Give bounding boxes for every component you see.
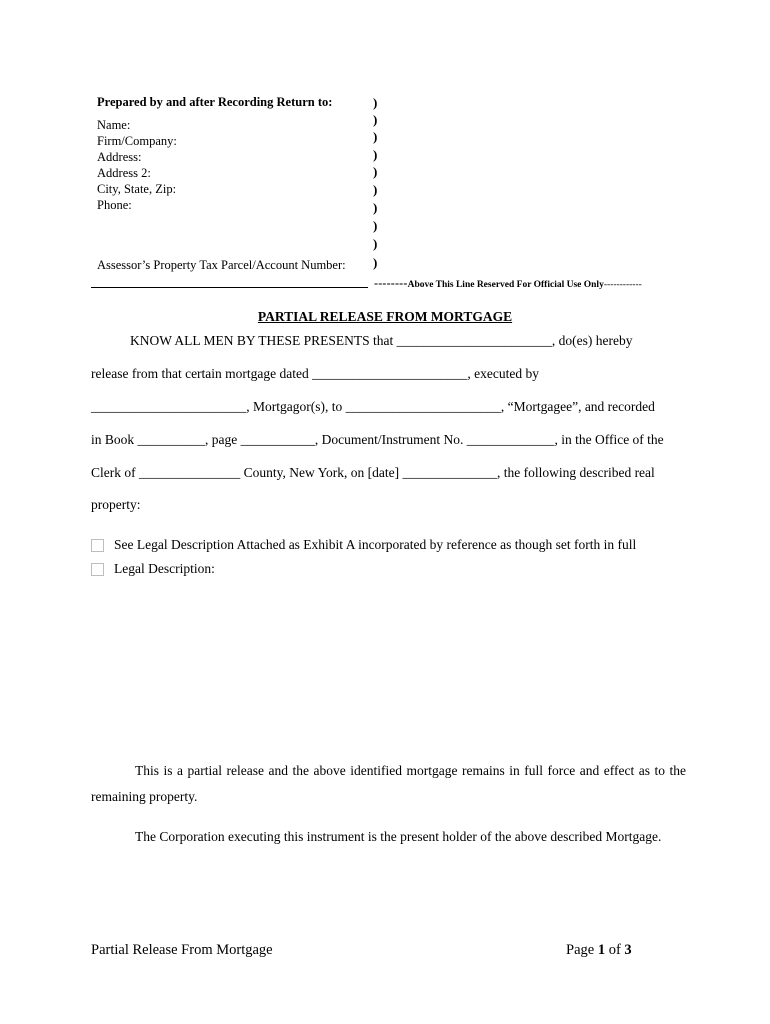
body-line: _______________________, Mortgagor(s), to _______________________, “Mortgagee”, and recorded xyxy=(91,399,655,414)
paren-mark: ) xyxy=(373,95,378,110)
exhibit-a-checkbox[interactable] xyxy=(91,539,104,552)
phone-field-label: Phone: xyxy=(97,198,132,212)
prepared-by-title: Prepared by and after Recording Return to: xyxy=(97,95,333,109)
footer-document-title: Partial Release From Mortgage xyxy=(91,942,273,958)
paren-mark: ) xyxy=(373,182,378,197)
firm-field-label: Firm/Company: xyxy=(97,134,177,148)
legal-description-checkbox[interactable] xyxy=(91,563,104,576)
body-line: release from that certain mortgage dated _______________________, executed by xyxy=(91,366,539,381)
partial-release-paragraph: This is a partial release and the above identified mortgage remains in full force and effect as to the remaining property. xyxy=(91,763,686,804)
body-line: in Book __________, page ___________, Document/Instrument No. _____________, in the Office of the xyxy=(91,432,664,447)
address-field-label: Address: xyxy=(97,150,142,164)
assessor-signature-rule xyxy=(91,287,368,288)
paren-mark: ) xyxy=(373,147,378,162)
paren-mark: ) xyxy=(373,218,378,233)
exhibit-a-option[interactable] xyxy=(91,537,636,553)
paren-mark: ) xyxy=(373,164,378,179)
official-use-dashes: -------- xyxy=(374,276,408,290)
body-line: KNOW ALL MEN BY THESE PRESENTS that _______________________, do(es) hereby xyxy=(130,333,633,348)
page-current: 1 xyxy=(597,942,606,958)
footer-page-number xyxy=(566,942,632,959)
official-use-text: Above This Line Reserved For Official Use Only xyxy=(407,280,604,290)
paren-mark: ) xyxy=(373,236,378,251)
assessor-parcel-label: Assessor’s Property Tax Parcel/Account Number: xyxy=(97,258,346,272)
exhibit-a-label: See Legal Description Attached as Exhibit A incorporated by reference as though set forth in full xyxy=(114,537,637,552)
legal-description-option[interactable] xyxy=(91,561,215,577)
official-use-tail: ------------ xyxy=(603,280,642,290)
city-state-zip-field-label: City, State, Zip: xyxy=(97,182,177,196)
name-field-label: Name: xyxy=(97,118,131,132)
official-use-line xyxy=(374,276,642,291)
corporation-paragraph: The Corporation executing this instrument is the present holder of the above described Mortgage. xyxy=(135,829,662,844)
body-line: Clerk of _______________ County, New York, on [date] ______________, the following described real xyxy=(91,465,655,480)
paren-mark: ) xyxy=(373,200,378,215)
paren-mark: ) xyxy=(373,112,378,127)
document-title: PARTIAL RELEASE FROM MORTGAGE xyxy=(257,309,513,324)
body-line: property: xyxy=(91,497,141,512)
page-total: 3 xyxy=(624,942,632,958)
paren-mark: ) xyxy=(373,129,378,144)
page-of: of xyxy=(608,942,621,958)
address2-field-label: Address 2: xyxy=(97,166,151,180)
legal-description-label: Legal Description: xyxy=(114,561,215,576)
page-label: Page xyxy=(566,942,595,958)
paren-mark: ) xyxy=(373,255,378,270)
